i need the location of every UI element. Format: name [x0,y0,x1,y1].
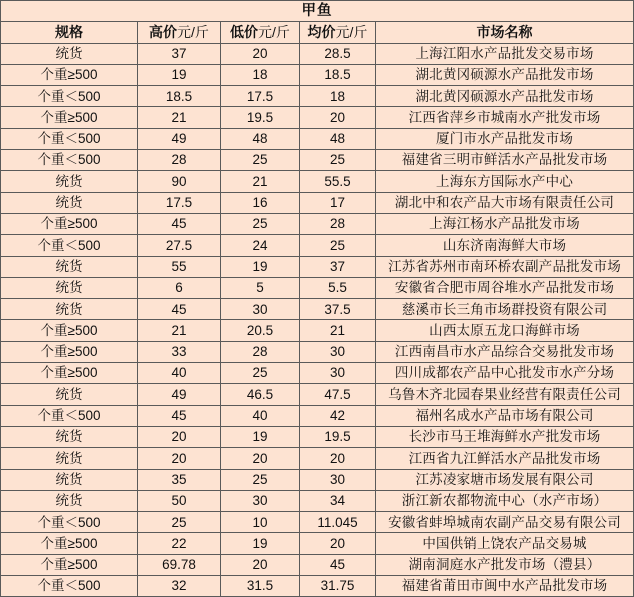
header-avg-label: 均价 [307,24,336,41]
cell-market: 江苏省苏州市南环桥农副产品批发市场 [376,256,634,277]
cell-high-price: 55 [138,256,221,277]
cell-market: 福建省三明市鲜活水产品批发市场 [376,150,634,171]
cell-market: 湖南洞庭水产批发市场（澧县） [376,554,634,575]
cell-high-price: 90 [138,171,221,192]
cell-avg-price: 20 [300,533,376,554]
cell-avg-price: 45 [300,554,376,575]
cell-spec: 统货 [1,469,138,490]
table-row [1,277,634,298]
cell-spec: 个重≥500 [1,320,138,341]
cell-low-price: 25 [221,150,300,171]
cell-spec: 统货 [1,384,138,405]
cell-high-price: 21 [138,320,221,341]
cell-market: 安徽省合肥市周谷堆水产品批发市场 [376,277,634,298]
cell-spec: 个重≥500 [1,554,138,575]
cell-market: 湖北黄冈硕源水产品批发市场 [376,86,634,107]
cell-spec: 统货 [1,299,138,320]
header-spec: 规格 [1,22,138,43]
cell-high-price: 20 [138,426,221,447]
cell-spec: 个重＜500 [1,128,138,149]
table-row [1,43,634,64]
cell-market: 山东济南海鲜大市场 [376,235,634,256]
cell-low-price: 28 [221,341,300,362]
cell-market: 长沙市马王堆海鲜水产批发市场 [376,426,634,447]
cell-high-price: 27.5 [138,235,221,256]
cell-low-price: 40 [221,405,300,426]
cell-spec: 个重＜500 [1,150,138,171]
cell-spec: 统货 [1,171,138,192]
table-row [1,363,634,384]
cell-low-price: 48 [221,128,300,149]
cell-spec: 统货 [1,192,138,213]
title-row [1,1,634,22]
cell-avg-price: 20 [300,448,376,469]
cell-high-price: 40 [138,363,221,384]
table-row [1,299,634,320]
cell-market: 中国供销上饶农产品交易城 [376,533,634,554]
cell-spec: 统货 [1,426,138,447]
cell-market: 湖北黄冈硕源水产品批发市场 [376,64,634,85]
cell-market: 江西南昌市水产品综合交易批发市场 [376,341,634,362]
cell-market: 山西太原五龙口海鲜市场 [376,320,634,341]
cell-low-price: 19.5 [221,107,300,128]
cell-low-price: 5 [221,277,300,298]
cell-spec: 个重≥500 [1,213,138,234]
cell-avg-price: 31.75 [300,576,376,597]
cell-market: 厦门市水产品批发市场 [376,128,634,149]
cell-spec: 个重≥500 [1,533,138,554]
cell-avg-price: 18.5 [300,64,376,85]
table-row [1,533,634,554]
cell-high-price: 45 [138,213,221,234]
cell-low-price: 20.5 [221,320,300,341]
header-high-label: 高价 [149,24,178,41]
cell-low-price: 31.5 [221,576,300,597]
cell-avg-price: 47.5 [300,384,376,405]
cell-spec: 个重＜500 [1,405,138,426]
cell-low-price: 20 [221,448,300,469]
table-row [1,490,634,511]
cell-high-price: 19 [138,64,221,85]
cell-high-price: 28 [138,150,221,171]
cell-low-price: 25 [221,469,300,490]
cell-avg-price: 18 [300,86,376,107]
table-row [1,512,634,533]
table-row [1,426,634,447]
cell-low-price: 20 [221,554,300,575]
header-high-price [138,22,221,43]
cell-high-price: 21 [138,107,221,128]
cell-spec: 个重≥500 [1,341,138,362]
cell-avg-price: 37.5 [300,299,376,320]
cell-market: 江西省萍乡市城南水产批发市场 [376,107,634,128]
cell-high-price: 20 [138,448,221,469]
cell-market: 湖北中和农产品大市场有限责任公司 [376,192,634,213]
cell-market: 安徽省蚌埠城南农副产品交易有限公司 [376,512,634,533]
cell-market: 四川成都农产品中心批发市水产分场 [376,363,634,384]
table-row [1,128,634,149]
cell-avg-price: 20 [300,107,376,128]
cell-high-price: 32 [138,576,221,597]
cell-low-price: 17.5 [221,86,300,107]
table-row [1,150,634,171]
cell-high-price: 37 [138,43,221,64]
table-row [1,405,634,426]
cell-avg-price: 25 [300,150,376,171]
cell-spec: 个重≥500 [1,363,138,384]
header-low-unit: 元/斤 [258,24,290,41]
cell-avg-price: 5.5 [300,277,376,298]
cell-low-price: 19 [221,426,300,447]
cell-low-price: 21 [221,171,300,192]
cell-low-price: 20 [221,43,300,64]
cell-avg-price: 25 [300,235,376,256]
cell-spec: 个重＜500 [1,86,138,107]
cell-avg-price: 28.5 [300,43,376,64]
cell-spec: 统货 [1,43,138,64]
cell-low-price: 19 [221,533,300,554]
cell-low-price: 25 [221,213,300,234]
cell-high-price: 6 [138,277,221,298]
cell-spec: 统货 [1,448,138,469]
cell-low-price: 24 [221,235,300,256]
cell-market: 上海江杨水产品批发市场 [376,213,634,234]
cell-avg-price: 30 [300,469,376,490]
cell-spec: 个重＜500 [1,235,138,256]
cell-high-price: 50 [138,490,221,511]
header-row [1,22,634,43]
cell-avg-price: 21 [300,320,376,341]
cell-spec: 个重≥500 [1,107,138,128]
table-row [1,448,634,469]
cell-avg-price: 19.5 [300,426,376,447]
cell-market: 福州名成水产品市场有限公司 [376,405,634,426]
table-row [1,86,634,107]
cell-market: 福建省莆田市闽中水产品批发市场 [376,576,634,597]
cell-spec: 个重＜500 [1,576,138,597]
cell-low-price: 30 [221,490,300,511]
cell-avg-price: 30 [300,341,376,362]
cell-spec: 个重＜500 [1,512,138,533]
table-body [1,43,634,597]
table-row [1,341,634,362]
header-avg-price [300,22,376,43]
table-row [1,64,634,85]
table-row [1,213,634,234]
cell-avg-price: 42 [300,405,376,426]
cell-low-price: 46.5 [221,384,300,405]
cell-high-price: 69.78 [138,554,221,575]
cell-high-price: 22 [138,533,221,554]
table-row [1,171,634,192]
cell-market: 上海江阳水产品批发交易市场 [376,43,634,64]
table-row [1,384,634,405]
table-title: 甲鱼 [1,1,634,22]
header-avg-unit: 元/斤 [335,24,368,41]
table-row [1,107,634,128]
cell-avg-price: 34 [300,490,376,511]
table-row [1,192,634,213]
cell-high-price: 49 [138,384,221,405]
cell-high-price: 35 [138,469,221,490]
cell-avg-price: 48 [300,128,376,149]
table-row [1,320,634,341]
cell-market: 江西省九江鲜活水产品批发市场 [376,448,634,469]
table-row [1,235,634,256]
cell-spec: 统货 [1,277,138,298]
cell-avg-price: 11.045 [300,512,376,533]
cell-low-price: 16 [221,192,300,213]
header-low-label: 低价 [230,24,259,41]
cell-high-price: 17.5 [138,192,221,213]
cell-high-price: 45 [138,299,221,320]
cell-market: 浙江新农都物流中心（水产市场） [376,490,634,511]
cell-low-price: 19 [221,256,300,277]
cell-low-price: 30 [221,299,300,320]
cell-avg-price: 55.5 [300,171,376,192]
cell-spec: 个重≥500 [1,64,138,85]
cell-low-price: 25 [221,363,300,384]
cell-avg-price: 17 [300,192,376,213]
cell-market: 慈溪市长三角市场群投资有限公司 [376,299,634,320]
cell-high-price: 49 [138,128,221,149]
cell-market: 江苏凌家塘市场发展有限公司 [376,469,634,490]
cell-high-price: 33 [138,341,221,362]
table-row [1,554,634,575]
cell-market: 上海东方国际水产中心 [376,171,634,192]
cell-high-price: 25 [138,512,221,533]
cell-spec: 统货 [1,256,138,277]
cell-low-price: 18 [221,64,300,85]
cell-avg-price: 37 [300,256,376,277]
cell-low-price: 10 [221,512,300,533]
table-row [1,576,634,597]
header-market: 市场名称 [376,22,634,43]
cell-avg-price: 28 [300,213,376,234]
header-high-unit: 元/斤 [177,24,209,41]
table-row [1,256,634,277]
header-low-price [221,22,300,43]
table-row [1,469,634,490]
cell-high-price: 45 [138,405,221,426]
cell-market: 乌鲁木齐北园春果业经营有限责任公司 [376,384,634,405]
cell-avg-price: 30 [300,363,376,384]
cell-spec: 统货 [1,490,138,511]
cell-high-price: 18.5 [138,86,221,107]
